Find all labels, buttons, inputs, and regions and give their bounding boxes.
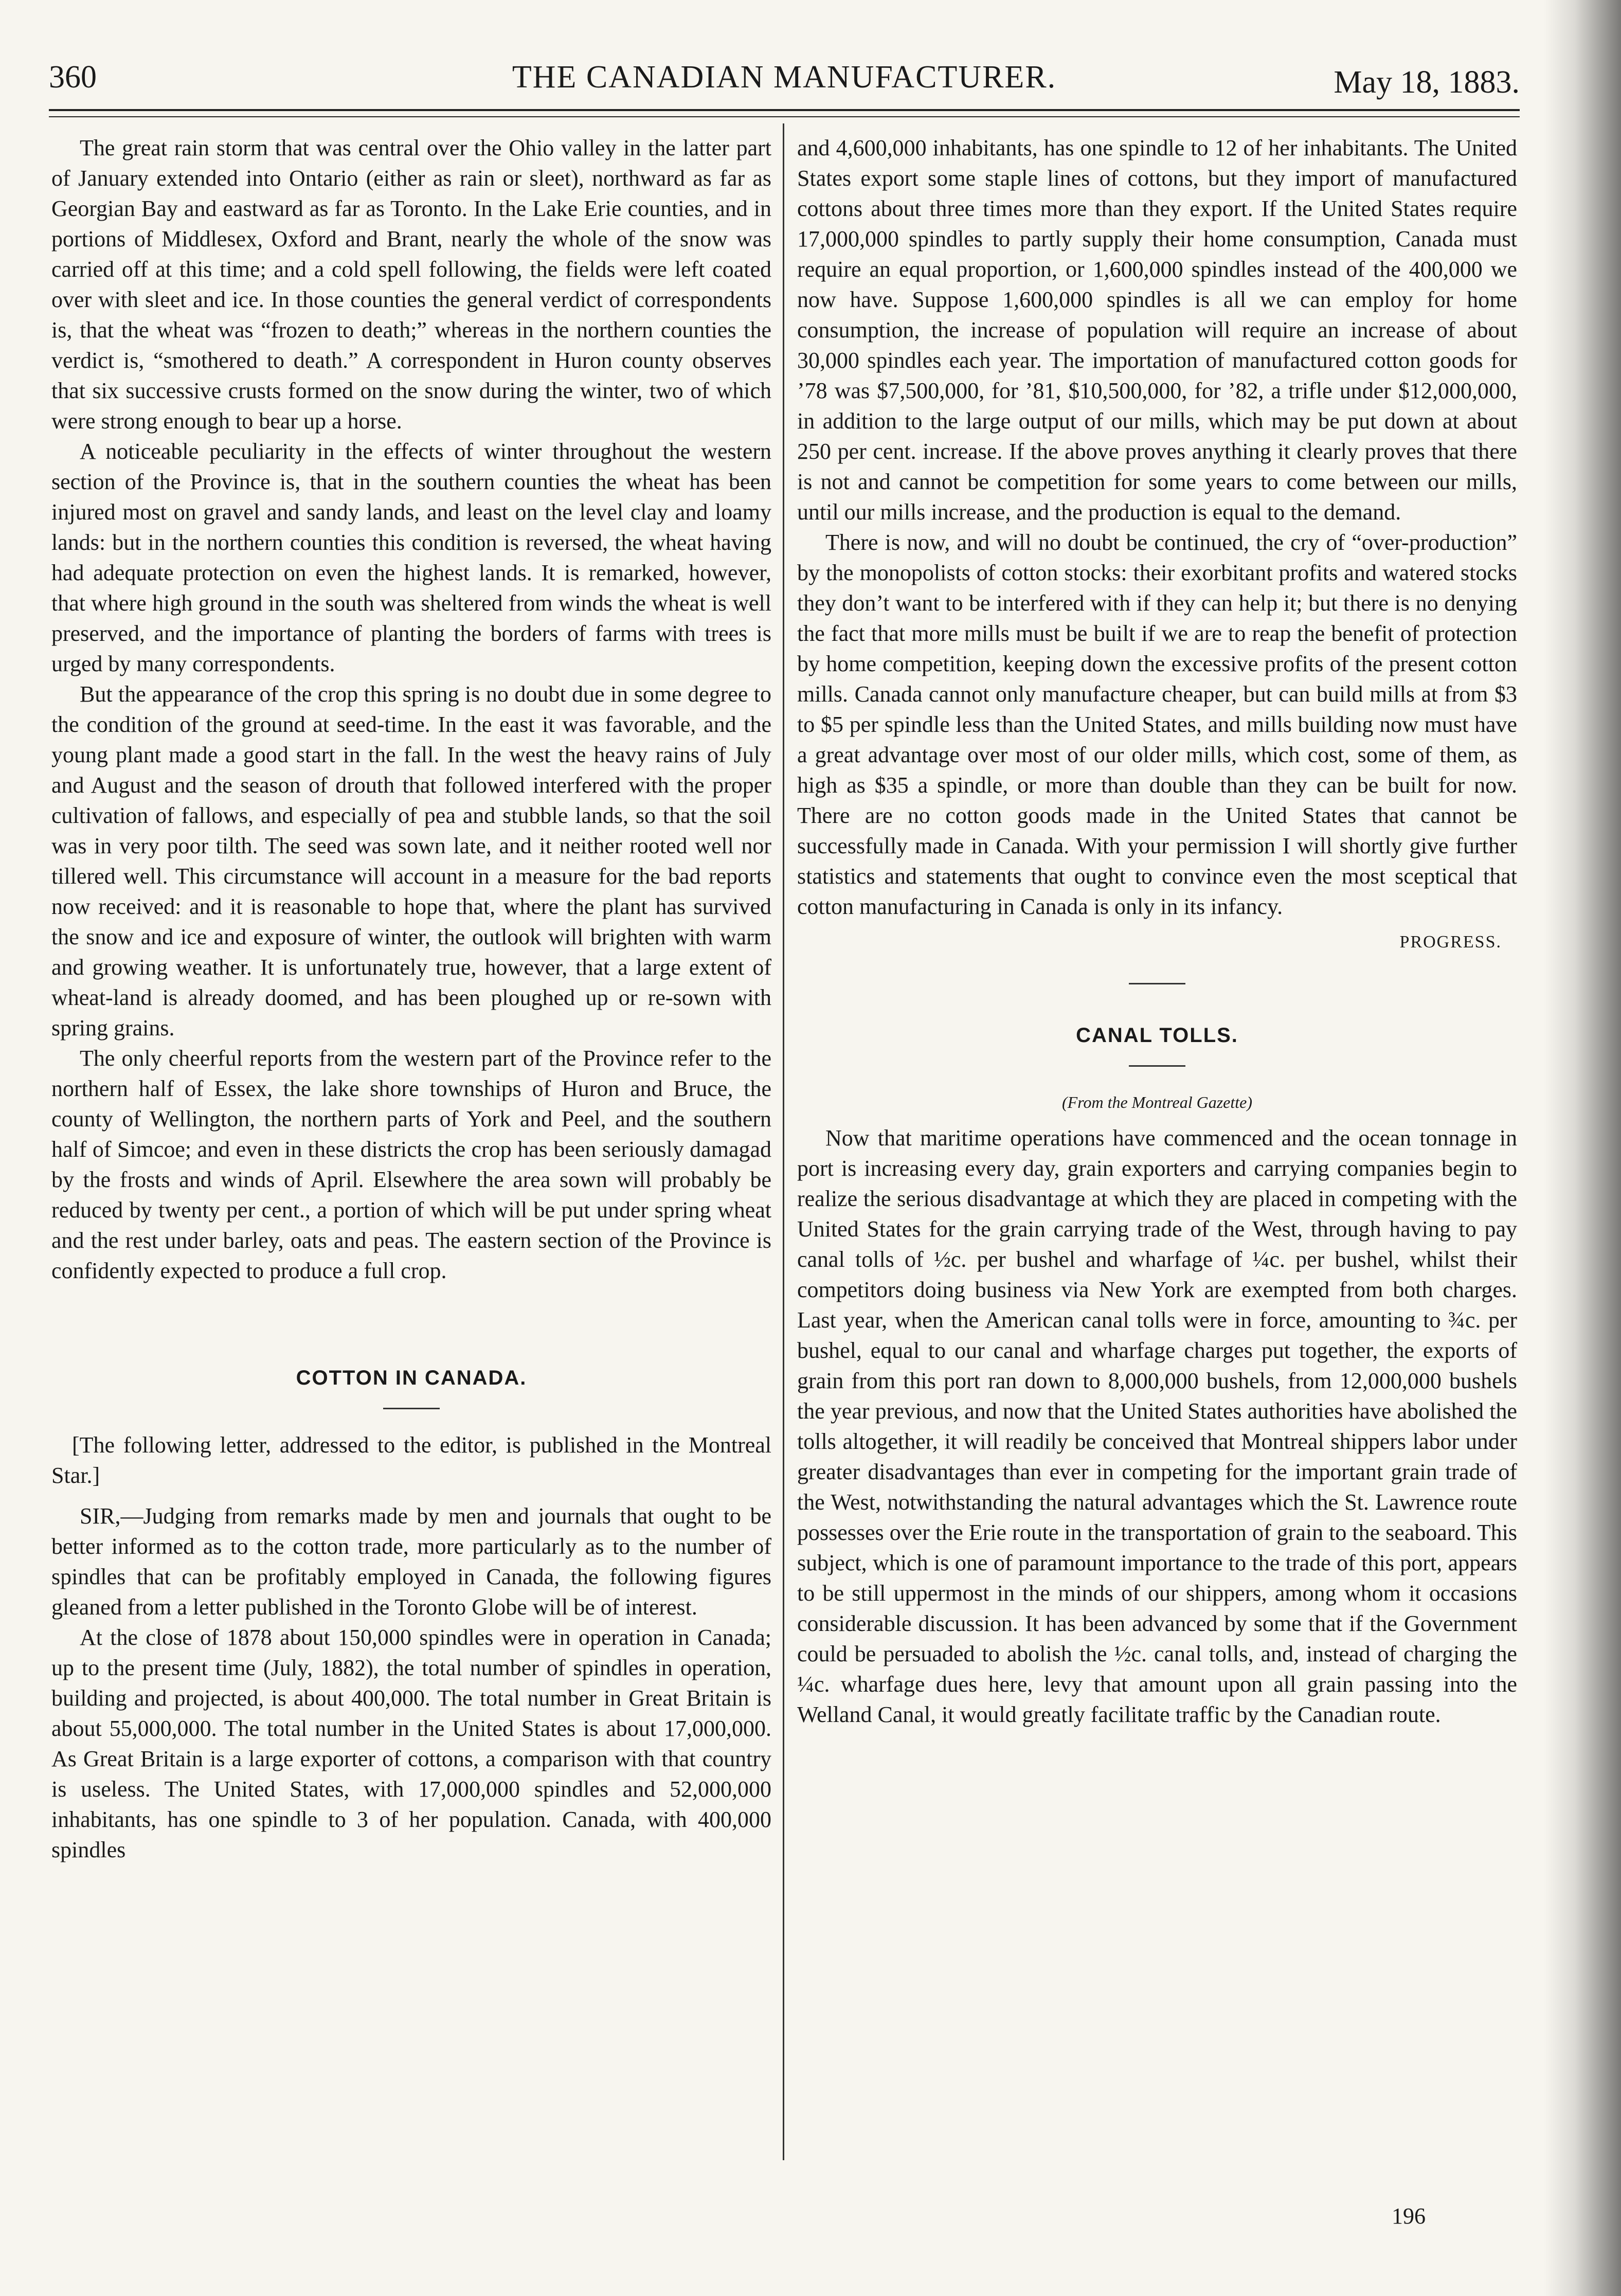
letter-signature: PROGRESS.	[1399, 932, 1502, 952]
crop-paragraph-4: The only cheerful reports from the western part of the Province refer to the northern half of Essex, the lake shore townships of Huron and Bruce, the county of Wellington, the northern parts of York and Peel, and the southern half of Simcoe; and even in these districts the crop has been seriously damagad by the frosts and winds of April. Elsewhere the area sown will probably be reduced by twenty per cent., a portion of which will be put under spring wheat and the rest under barley, oats and peas. The eastern section of the Province is confidently expected to produce a full crop.	[51, 1046, 771, 1283]
right-column	[797, 133, 1517, 1730]
cotton-heading: COTTON IN CANADA.	[296, 1367, 527, 1389]
cotton-paragraph-2: At the close of 1878 about 150,000 spindles were in operation in Canada; up to the present time (July, 1882), the total number of spindles in operation, building and projected, is about 400,000. The total number in Great Britain is about 55,000,000. The total number in the United States is about 17,000,000. As Great Britain is a large exporter of cottons, a comparison with that country is useless. The United States, with 17,000,000 spindles and 52,000,000 inhabitants, has one spindle to 3 of her population. Canada, with 400,000 spindles	[51, 1625, 771, 1862]
page-number: 360	[49, 60, 97, 95]
scan-edge-shadow	[1544, 0, 1621, 2296]
column-divider	[783, 123, 784, 2160]
issue-date: May 18, 1883.	[1334, 65, 1520, 100]
cotton-intro: [The following letter, addressed to the editor, is published in the Montreal Star.]	[51, 1432, 771, 1488]
header-rule-thick	[49, 109, 1520, 111]
crop-paragraph-1: The great rain storm that was central over the Ohio valley in the latter part of January extended into Ontario (either as rain or sleet), northward as far as Georgian Bay and eastward as far as Toronto. In the Lake Erie counties, and in portions of Middlesex, Oxford and Brant, nearly the whole of the snow was carried off at this time; and a cold spell following, the fields were left coated over with sleet and ice. In those counties the general verdict of correspondents is, that the wheat was “frozen to death;” whereas in the northern counties the verdict is, “smothered to death.” A correspondent in Huron county observes that six successive crusts formed on the snow during the winter, two of which were strong enough to bear up a horse.	[51, 135, 771, 434]
header-rule-thin	[49, 116, 1520, 117]
left-column	[51, 133, 771, 1865]
heading-rule	[1129, 1065, 1185, 1067]
cotton-paragraph-1: SIR,—Judging from remarks made by men and journals that ought to be better informed as to the cotton trade, more particularly as to the number of spindles that can be profitably employed in Canada, the following figures gleaned from a letter published in the Toronto Globe will be of interest.	[51, 1503, 771, 1620]
cotton-paragraph-3: There is now, and will no doubt be continued, the cry of “over-production” by the monopolists of cotton stocks: their exorbitant profits and watered stocks they don’t want to be interfered with if they can help it; but there is no denying the fact that more mills must be built if we are to reap the benefit of protection by home competition, keeping down the excessive profits of the present cotton mills. Canada cannot only manufacture cheaper, but can build mills at from $3 to $5 per spindle less than the United States, and mills building now must have a great advantage over most of our older mills, which cost, some of them, as high as $35 a spindle, or more than double than they can be built for now. There are no cotton goods made in the United States that cannot be successfully made in Canada. With your permission I will shortly give further statistics and statements that ought to convince even the most sceptical that cotton manufacturing in Canada is only in its infancy.	[797, 530, 1517, 919]
publication-title: THE CANADIAN MANUFACTURER.	[512, 60, 1057, 95]
page-header	[49, 49, 1520, 105]
canal-paragraph: Now that maritime operations have commenced and the ocean tonnage in port is increasing every day, grain exporters and carrying companies begin to realize the serious disadvantage at which they are placed in competing with the United States for the grain carrying trade of the West, through having to pay canal tolls of ½c. per bushel and wharfage of ¼c. per bushel, whilst their competitors doing business via New York are exempted from both charges. Last year, when the American canal tolls were in force, amounting to ¾c. per bushel, equal to our canal and wharfage charges put together, the exports of grain from this port ran down to 8,000,000 bushels, from 12,000,000 bushels the year previous, and now that the United States authorities have abolished the tolls altogether, it will readily be conceived that Montreal shippers labor under greater disadvantages than ever in competing for the important grain trade of the West, notwithstanding the natural advantages which the St. Lawrence route possesses over the Erie route in the transportation of grain to the seaboard. This subject, which is one of paramount importance to the trade of this port, appears to be still uppermost in the minds of our shippers, among whom it occasions considerable discussion. It has been advanced by some that if the Government could be persuaded to abolish the ½c. canal tolls, and, instead of charging the ¼c. wharfage dues here, levy that amount upon all grain passing into the Welland Canal, it would greatly facilitate traffic by the Canadian route.	[797, 1125, 1517, 1727]
cotton-continued-paragraph: and 4,600,000 inhabitants, has one spindle to 12 of her inhabitants. The United States export some staple lines of cottons, but they import of manufactured cottons about three times more than they export. If the United States require 17,000,000 spindles to partly supply their home consumption, Canada must require an equal proportion, or 1,600,000 spindles instead of the 400,000 we now have. Suppose 1,600,000 spindles is all we can employ for home consumption, the increase of population will require an increase of about 30,000 spindles each year. The importation of manufactured cotton goods for ’78 was $7,500,000, for ’81, $10,500,000, for ’82, a trifle under $12,000,000, in addition to the large output of our mills, which may be put down at about 250 per cent. increase. If the above proves anything it clearly proves that there is not and cannot be competition for some years to come between our mills, until our mills increase, and the production is equal to the demand.	[797, 135, 1517, 525]
crop-paragraph-2: A noticeable peculiarity in the effects of winter throughout the western section of the Province is, that in the southern counties the wheat has been injured most on gravel and sandy lands, and least on the level clay and loamy lands: but in the northern counties this condition is reversed, the wheat having had adequate protection on even the highest lands. It is remarked, however, that where high ground in the south was sheltered from winds the wheat is well preserved, and the importance of planting the borders of farms with trees is urged by many correspondents.	[51, 439, 771, 676]
crop-paragraph-3: But the appearance of the crop this spring is no doubt due in some degree to the condition of the ground at seed-time. In the east it was favorable, and the young plant made a good start in the fall. In the west the heavy rains of July and August and the season of drouth that followed interfered with the proper cultivation of fallows, and especially of pea and stubble lands, so that the soil was in very poor tilth. The seed was sown late, and it neither rooted well nor tillered well. This circumstance will account in a measure for the bad reports now received: and it is reasonable to hope that, where the plant has survived the snow and ice and exposure of winter, the outlook will brighten with warm and growing weather. It is unfortunately true, however, that a large extent of wheat-land is already doomed, and has been ploughed up or re-sown with spring grains.	[51, 681, 771, 1041]
folio-number: 196	[1392, 2203, 1426, 2229]
canal-source: (From the Montreal Gazette)	[1062, 1093, 1252, 1111]
canal-heading: CANAL TOLLS.	[1076, 1024, 1238, 1047]
